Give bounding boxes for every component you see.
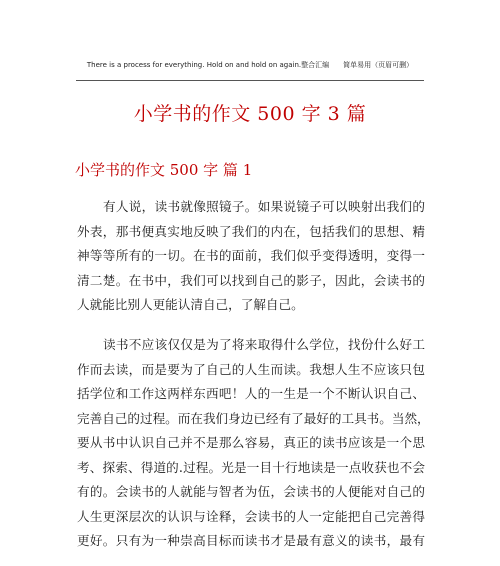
paragraph-line: 有的。会读书的人就能与智者为伍，会读书的人便能对自己的 [77,484,425,499]
paragraph-line: 清二楚。在书中，我们可以找到自己的影子，因此，会读书的 [77,272,425,288]
paragraph-line: 作而去读，而是要为了自己的人生而读。我想人生不应该只包 [77,361,425,377]
paragraph-line: 考、探索、得道的.过程。光是一目十行地读是一点收获也不会 [77,459,425,475]
paragraph-line: 更好。只有为一种崇高目标而读书才是最有意义的读书，最有 [77,533,425,548]
paragraph-line: 要从书中认识自己并不是那么容易，真正的读书应该是一个思 [77,435,425,450]
paragraph-line: 神等等所有的一切。在书的面前，我们似乎变得透明，变得一 [77,248,425,263]
paragraph-2 [77,333,430,554]
paragraph-line: 括学位和工作这两样东西吧！人的一生是一个不断认识自己、 [77,386,425,401]
section-heading: 小学书的作文 500 字 篇 1 [75,161,253,179]
paragraph-1 [77,195,425,318]
paragraph-line: 人生更深层次的认识与诠释，会读书的人一定能把自己完善得 [77,508,425,524]
page-header: There is a process for everything. Hold on and hold on again.整合汇编 简单易用（页眉可删） [86,61,414,69]
paragraph-line: 人就能比别人更能认清自己，了解自己。 [77,297,304,312]
document-title: 小学书的作文 500 字 3 篇 [133,103,367,125]
paragraph-line: 外表，那书便真实地反映了我们的内在，包括我们的思想、精 [77,223,425,239]
paragraph-line: 完善自己的过程。而在我们身边已经有了最好的工具书。当然， [77,410,430,426]
header-divider [76,80,424,81]
paragraph-line: 有人说，读书就像照镜子。如果说镜子可以映射出我们的 [103,199,425,214]
paragraph-line: 读书不应该仅仅是为了将来取得什么学位，找份什么好工 [103,337,425,352]
